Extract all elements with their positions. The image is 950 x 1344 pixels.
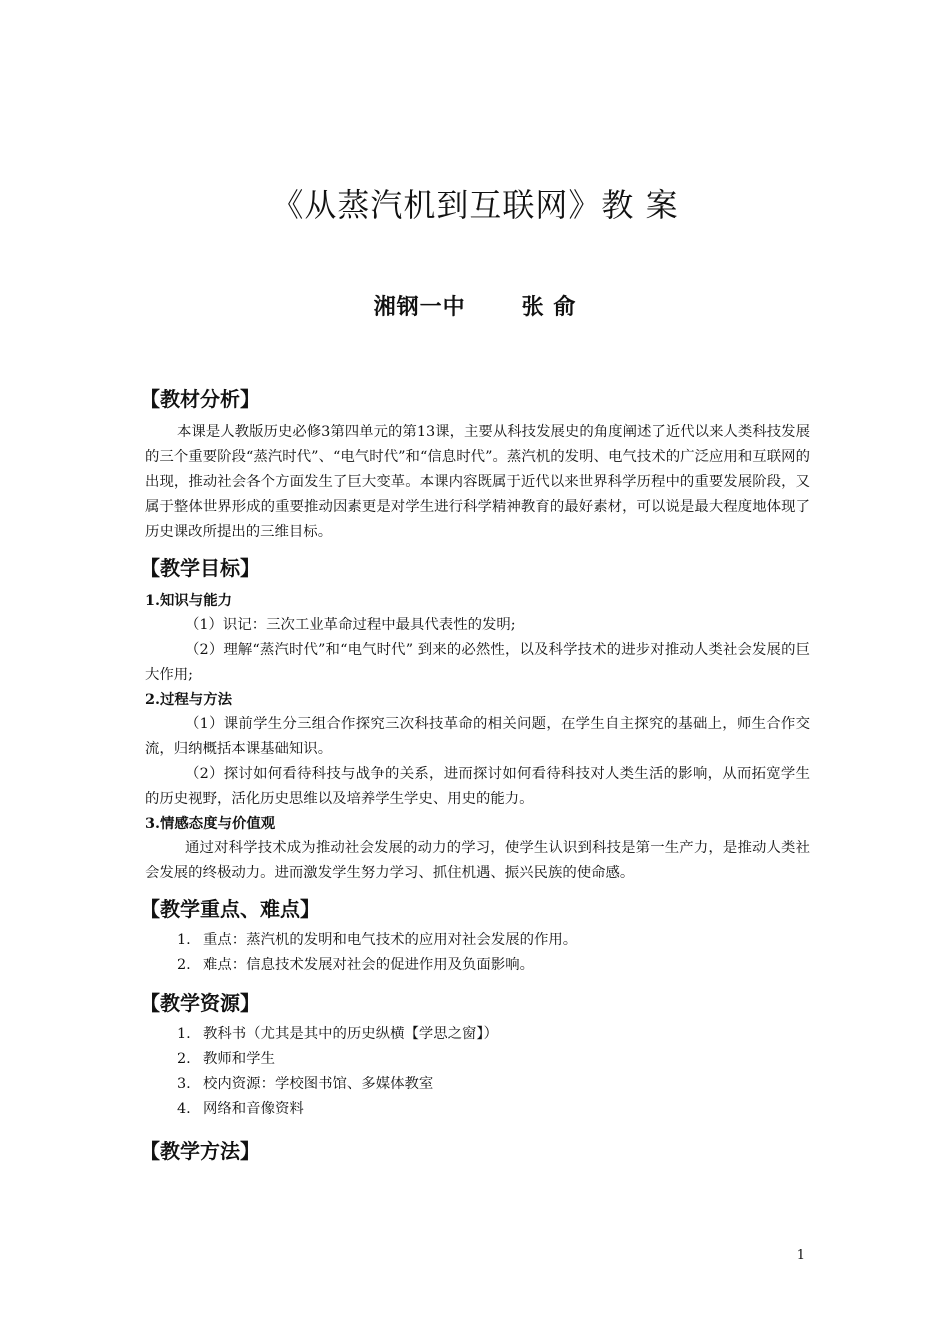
list-item xyxy=(145,1047,810,1072)
list-item-text: 重点：蒸汽机的发明和电气技术的应用对社会发展的作用。 xyxy=(203,932,578,948)
objective-group-title-knowledge: 1.知识与能力 xyxy=(145,592,232,609)
list-item xyxy=(145,1022,810,1047)
analysis-paragraph: 本课是人教版历史必修3第四单元的第13课，主要从科技发展史的角度阐述了近代以来人类科技发展的三个重要阶段“蒸汽时代”、“电气时代”和“信息时代”。蒸汽机的发明、电气技术的广泛应用和互联网的出现，推动社会各个方面发生了巨大变革。本课内容既属于近代以来世界科学历程中的重要发展阶段，又属于整体世界形成的重要推动因素更是对学生进行科学精神教育的最好素材，可以说是最大程度地体现了历史课改所提出的三维目标。 xyxy=(145,424,810,540)
author-school: 湘钢一中 xyxy=(373,294,466,320)
list-item-text: 网络和音像资料 xyxy=(203,1101,304,1117)
list-item xyxy=(145,953,810,978)
list-item-number: 4. xyxy=(177,1101,191,1117)
section-heading-methods: 【教学方法】 xyxy=(140,1139,260,1163)
list-item-text: 教科书（尤其是其中的历史纵横【学思之窗】） xyxy=(203,1026,499,1042)
list-item-number: 2. xyxy=(177,1051,191,1067)
list-item-text: 校内资源：学校图书馆、多媒体教室 xyxy=(203,1076,434,1092)
page-number: 1 xyxy=(796,1248,805,1263)
document-title: 《从蒸汽机到互联网》教 案 xyxy=(271,186,679,224)
list-item-number: 1. xyxy=(177,1026,191,1042)
objective-item: （2）理解“蒸汽时代”和“电气时代” 到来的必然性，以及科学技术的进步对推动人类社会发展的巨大作用; xyxy=(145,642,810,683)
objective-item: （1）识记：三次工业革命过程中最具代表性的发明; xyxy=(185,617,516,633)
list-item-text: 教师和学生 xyxy=(203,1051,275,1067)
objective-item: 通过对科学技术成为推动社会发展的动力的学习，使学生认识到科技是第一生产力，是推动人类社会发展的终极动力。进而激发学生努力学习、抓住机遇、振兴民族的使命感。 xyxy=(145,840,810,881)
section-heading-analysis: 【教材分析】 xyxy=(140,387,260,411)
list-item xyxy=(145,1097,810,1122)
objective-group-title-values: 3.情感态度与价值观 xyxy=(145,815,276,832)
list-item xyxy=(145,1072,810,1097)
section-heading-keypoints: 【教学重点、难点】 xyxy=(140,897,320,921)
section-heading-objectives: 【教学目标】 xyxy=(140,556,260,580)
author-name: 张 俞 xyxy=(521,294,577,320)
objective-group-title-process: 2.过程与方法 xyxy=(145,691,232,708)
list-item-number: 1. xyxy=(177,932,191,948)
objective-item: （2）探讨如何看待科技与战争的关系，进而探讨如何看待科技对人类生活的影响，从而拓宽学生的历史视野，活化历史思维以及培养学生学史、用史的能力。 xyxy=(145,766,810,807)
section-heading-resources: 【教学资源】 xyxy=(140,991,260,1015)
author-line xyxy=(0,290,950,321)
objective-item: （1）课前学生分三组合作探究三次科技革命的相关问题，在学生自主探究的基础上，师生合作交流，归纳概括本课基础知识。 xyxy=(145,716,810,757)
list-item xyxy=(145,928,810,953)
list-item-text: 难点：信息技术发展对社会的促进作用及负面影响。 xyxy=(203,957,534,973)
document-body xyxy=(140,384,810,1166)
list-item-number: 3. xyxy=(177,1076,191,1092)
list-item-number: 2. xyxy=(177,957,191,973)
